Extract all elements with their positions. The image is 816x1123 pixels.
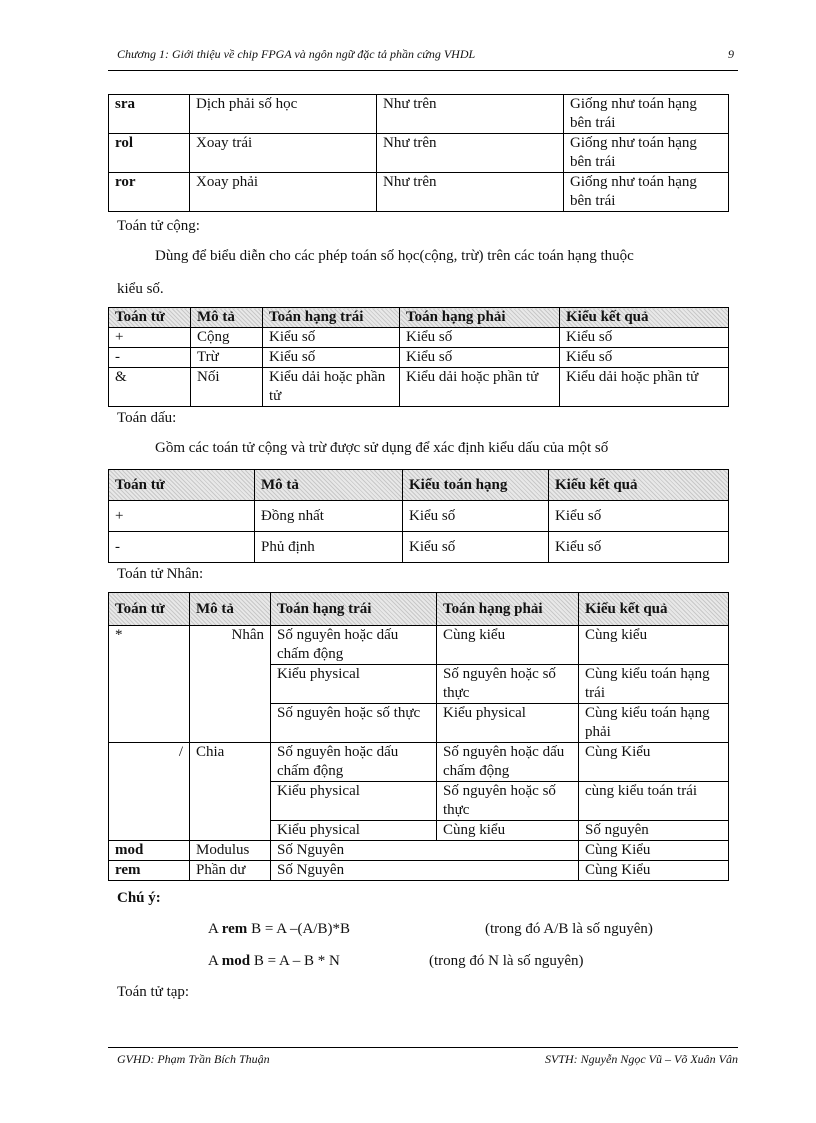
cell: Phủ định <box>255 532 403 563</box>
cell: Như trên <box>377 95 564 134</box>
page-header <box>117 47 736 67</box>
cell: Cùng kiểu <box>579 626 729 665</box>
cell: Như trên <box>377 134 564 173</box>
table-row <box>109 368 729 407</box>
cell: Xoay trái <box>190 134 377 173</box>
column-header: Toán tử <box>109 308 191 328</box>
paragraph-sign: Gồm các toán tử cộng và trừ được sử dụng để xác định kiểu dấu của một số <box>155 440 609 456</box>
cell: - <box>109 348 191 368</box>
cell: Kiểu số <box>549 532 729 563</box>
table-row <box>109 532 729 563</box>
table-row <box>109 328 729 348</box>
cell: mod <box>109 841 190 861</box>
cell: Dịch phải số học <box>190 95 377 134</box>
cell: Kiểu số <box>400 328 560 348</box>
cell: Kiểu physical <box>437 704 579 743</box>
table-row <box>109 626 729 665</box>
cell: + <box>109 328 191 348</box>
cell: Đồng nhất <box>255 501 403 532</box>
cell: Kiểu physical <box>271 665 437 704</box>
cell: Giống như toán hạng bên trái <box>564 173 729 212</box>
formula-text: A <box>208 953 222 969</box>
column-header: Kiểu kết quả <box>560 308 729 328</box>
table-row <box>109 134 729 173</box>
cell: Cùng kiểu toán hạng trái <box>579 665 729 704</box>
page-number: 9 <box>728 47 734 61</box>
cell: Chia <box>190 743 271 841</box>
cell: Số nguyên hoặc dấu chấm động <box>437 743 579 782</box>
cell: Số nguyên hoặc số thực <box>437 782 579 821</box>
cell: Số nguyên hoặc dấu chấm động <box>271 743 437 782</box>
mul-operators-table <box>108 592 729 881</box>
column-header: Kiểu kết quả <box>579 593 729 626</box>
cell: cùng kiểu toán trái <box>579 782 729 821</box>
table-header-row <box>109 470 729 501</box>
cell: sra <box>109 95 190 134</box>
cell: Kiểu số <box>403 501 549 532</box>
table-row <box>109 743 729 782</box>
cell: Như trên <box>377 173 564 212</box>
cell: Cùng Kiểu <box>579 861 729 881</box>
column-header: Toán hạng phải <box>437 593 579 626</box>
paragraph-add-line2: kiểu số. <box>117 281 164 297</box>
paragraph-add-line1: Dùng để biểu diễn cho các phép toán số học(cộng, trừ) trên các toán hạng thuộc <box>155 248 634 264</box>
cell: Phần dư <box>190 861 271 881</box>
section-heading-mul: Toán tử Nhân: <box>117 566 204 582</box>
column-header: Mô tả <box>255 470 403 501</box>
column-header: Kiểu kết quả <box>549 470 729 501</box>
mod-formula <box>208 953 340 970</box>
chapter-title: Chương 1: Giới thiệu về chip FPGA và ngôn ngữ đặc tả phần cứng VHDL <box>117 47 476 61</box>
footer-instructor: GVHD: Phạm Trần Bích Thuận <box>117 1052 270 1066</box>
sign-operators-table <box>108 469 729 563</box>
mod-note: (trong đó N là số nguyên) <box>429 953 584 969</box>
add-operators-table <box>108 307 729 407</box>
cell: / <box>109 743 190 841</box>
column-header: Toán hạng trái <box>271 593 437 626</box>
cell: - <box>109 532 255 563</box>
cell: Modulus <box>190 841 271 861</box>
column-header: Mô tả <box>190 593 271 626</box>
cell: Cùng kiểu <box>437 626 579 665</box>
cell: Số nguyên <box>579 821 729 841</box>
cell: Kiểu số <box>403 532 549 563</box>
cell: rol <box>109 134 190 173</box>
shift-operators-table <box>108 94 729 212</box>
table-row <box>109 841 729 861</box>
cell: Kiểu số <box>400 348 560 368</box>
cell: Giống như toán hạng bên trái <box>564 95 729 134</box>
cell: Kiểu physical <box>271 821 437 841</box>
table-row <box>109 501 729 532</box>
footer-students: SVTH: Nguyễn Ngọc Vũ – Võ Xuân Vân <box>545 1052 738 1066</box>
table-row <box>109 95 729 134</box>
cell: Cùng Kiểu <box>579 841 729 861</box>
table-row <box>109 173 729 212</box>
table-row <box>109 861 729 881</box>
cell: & <box>109 368 191 407</box>
cell: Cùng Kiểu <box>579 743 729 782</box>
column-header: Kiểu toán hạng <box>403 470 549 501</box>
section-heading-misc: Toán tử tạp: <box>117 984 190 1000</box>
cell: Kiểu số <box>560 328 729 348</box>
cell: Kiểu số <box>263 328 400 348</box>
cell: Kiểu physical <box>271 782 437 821</box>
cell: ror <box>109 173 190 212</box>
cell: Kiểu dải hoặc phần tử <box>263 368 400 407</box>
cell: rem <box>109 861 190 881</box>
cell: + <box>109 501 255 532</box>
cell: Kiểu dải hoặc phần tử <box>560 368 729 407</box>
rem-note: (trong đó A/B là số nguyên) <box>485 921 653 937</box>
formula-text: B = A –(A/B)*B <box>247 921 350 937</box>
cell: * <box>109 626 190 743</box>
header-rule <box>108 70 738 71</box>
formula-text: B = A – B * N <box>250 953 340 969</box>
column-header: Toán tử <box>109 470 255 501</box>
table-header-row <box>109 308 729 328</box>
cell: Nối <box>191 368 263 407</box>
column-header: Toán tử <box>109 593 190 626</box>
column-header: Toán hạng phải <box>400 308 560 328</box>
table-row <box>109 348 729 368</box>
cell: Kiểu số <box>560 348 729 368</box>
cell: Kiểu số <box>549 501 729 532</box>
cell: Cùng kiểu <box>437 821 579 841</box>
cell: Cộng <box>191 328 263 348</box>
section-heading-add: Toán tử cộng: <box>117 218 200 234</box>
cell: Xoay phải <box>190 173 377 212</box>
section-heading-sign: Toán dấu: <box>117 410 177 426</box>
cell: Số Nguyên <box>271 861 579 881</box>
cell: Số nguyên hoặc dấu chấm động <box>271 626 437 665</box>
cell: Trừ <box>191 348 263 368</box>
cell: Số nguyên hoặc số thực <box>271 704 437 743</box>
table-header-row <box>109 593 729 626</box>
cell: Số Nguyên <box>271 841 579 861</box>
cell: Số nguyên hoặc số thực <box>437 665 579 704</box>
footer-rule <box>108 1047 738 1048</box>
cell: Cùng kiểu toán hạng phải <box>579 704 729 743</box>
column-header: Toán hạng trái <box>263 308 400 328</box>
formula-keyword: rem <box>221 921 248 937</box>
note-label: Chú ý: <box>117 890 161 906</box>
cell: Giống như toán hạng bên trái <box>564 134 729 173</box>
cell: Nhân <box>190 626 271 743</box>
column-header: Mô tả <box>191 308 263 328</box>
page-footer <box>117 1052 738 1067</box>
rem-formula <box>208 921 350 938</box>
cell: Kiểu dải hoặc phần tử <box>400 368 560 407</box>
formula-keyword: mod <box>221 953 251 969</box>
cell: Kiểu số <box>263 348 400 368</box>
formula-text: A <box>208 921 222 937</box>
